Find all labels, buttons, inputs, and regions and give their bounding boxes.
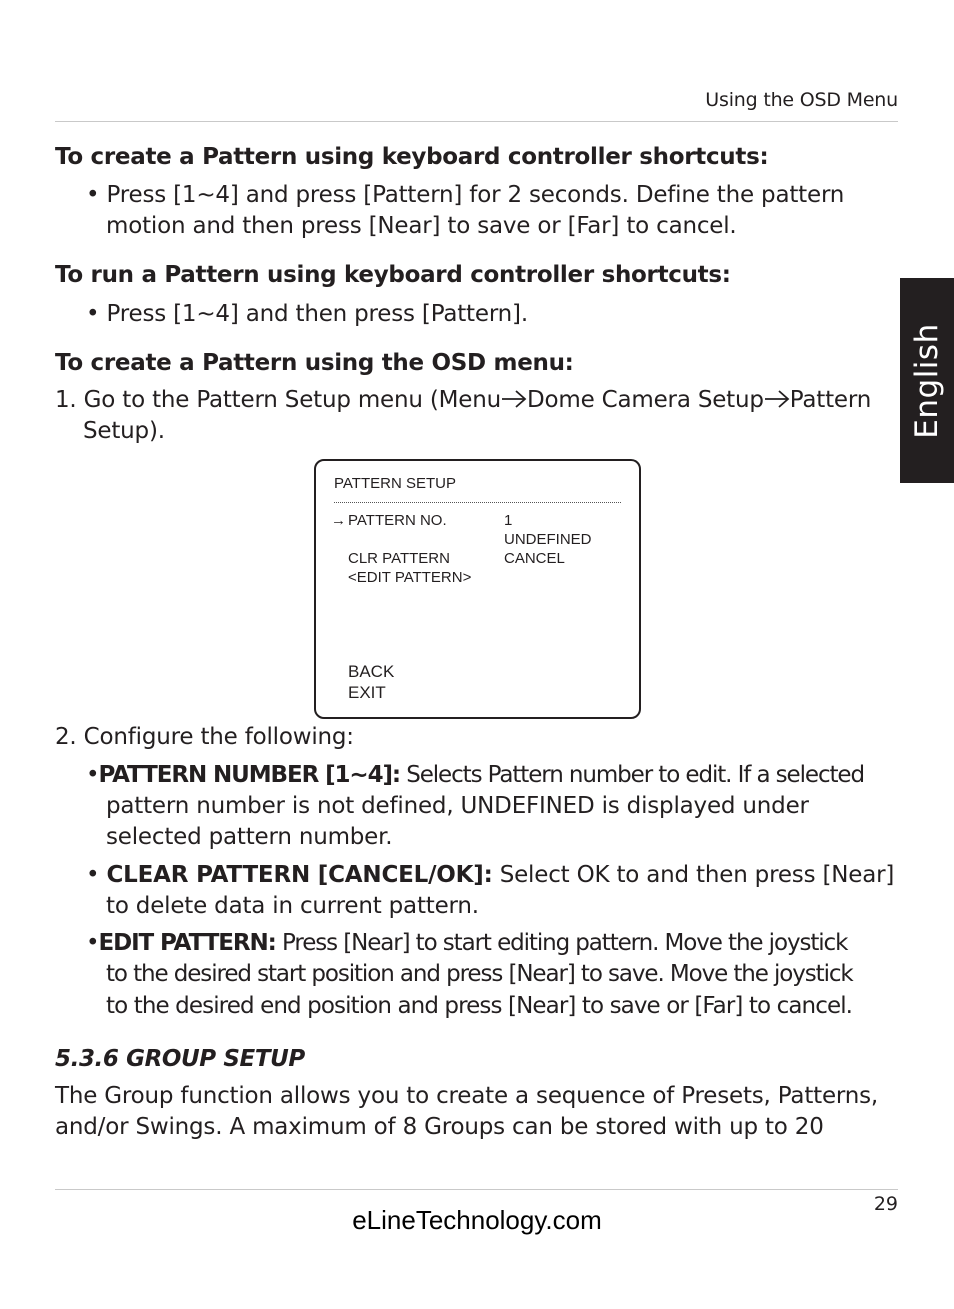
heading-run-pattern-shortcuts: To run a Pattern using keyboard controller shortcuts: [55,262,731,288]
paragraph-line: and/or Swings. A maximum of 8 Groups can be stored with up to 20 [55,1114,824,1140]
osd-clr-pattern-label: CLR PATTERN [348,550,450,567]
item-label: EDIT PATTERN: [98,930,276,956]
item-text-continued: to the desired start position and press [Near] to save. Move the joystick [106,961,853,987]
arrow-right-icon [764,389,790,409]
item-text: Select OK to and then press [Near] [492,862,895,888]
bullet-mark: • [86,930,99,956]
footer-website: eLineTechnology.com [352,1205,602,1235]
osd-clr-pattern-value: CANCEL [504,550,565,567]
bullet-text: Press [1~4] and press [Pattern] for 2 seconds. Define the pattern [106,182,845,208]
osd-pattern-status: UNDEFINED [504,531,592,548]
item-label: PATTERN NUMBER [1~4]: [98,762,400,788]
bullet-text: Press [1~4] and then press [Pattern]. [106,301,528,327]
step-text: Dome Camera Setup [527,387,764,413]
osd-title: PATTERN SETUP [334,475,456,492]
item-text-continued: to delete data in current pattern. [106,893,479,919]
step-number: 2. [55,724,77,750]
bullet-item [86,299,528,330]
bullet-item [86,180,844,211]
header-rule [55,121,898,122]
osd-pattern-no-label: PATTERN NO. [348,512,447,529]
language-tab-label: English [909,322,945,439]
item-text-continued: selected pattern number. [106,824,393,850]
step-text: Configure the following: [83,724,354,750]
step-text-continued: Setup). [83,418,165,444]
paragraph-line: The Group function allows you to create a sequence of Presets, Patterns, [55,1083,879,1109]
bullet-text-continued: motion and then press [Near] to save or [Far] to cancel. [106,213,737,239]
item-text-continued: pattern number is not defined, UNDEFINED is displayed under [106,793,809,819]
item-clear-pattern [86,860,894,891]
osd-pattern-setup-screen [314,459,641,719]
step-2 [55,722,354,753]
item-text: Press [Near] to start editing pattern. Move the joystick [275,930,848,956]
running-header: Using the OSD Menu [705,89,898,111]
heading-create-pattern-shortcuts: To create a Pattern using keyboard controller shortcuts: [55,144,769,170]
item-edit-pattern [86,928,847,959]
step-text: Go to the Pattern Setup menu (Menu [83,387,501,413]
step-1 [55,385,871,416]
item-text-continued: to the desired end position and press [Near] to save or [Far] to cancel. [106,993,853,1019]
osd-cursor-arrow-icon: → [331,512,346,529]
heading-create-pattern-osd: To create a Pattern using the OSD menu: [55,350,574,376]
osd-back: BACK [348,662,395,681]
section-title-group-setup: 5.3.6 GROUP SETUP [55,1046,305,1072]
footer-rule [55,1189,898,1190]
bullet-mark: • [86,301,100,327]
osd-pattern-no-value: 1 [504,512,513,529]
item-label: CLEAR PATTERN [CANCEL/OK]: [106,862,493,888]
item-pattern-number [86,760,864,791]
osd-exit: EXIT [348,683,386,702]
page-number: 29 [873,1193,898,1215]
language-tab [900,278,954,483]
bullet-mark: • [86,862,100,888]
bullet-mark: • [86,762,99,788]
osd-edit-pattern: <EDIT PATTERN> [348,569,472,586]
arrow-right-icon [501,389,527,409]
bullet-mark: • [86,182,100,208]
item-text: Selects Pattern number to edit. If a selected [400,762,864,788]
osd-divider [334,502,621,503]
step-text: Pattern [789,387,872,413]
step-number: 1. [55,387,77,413]
